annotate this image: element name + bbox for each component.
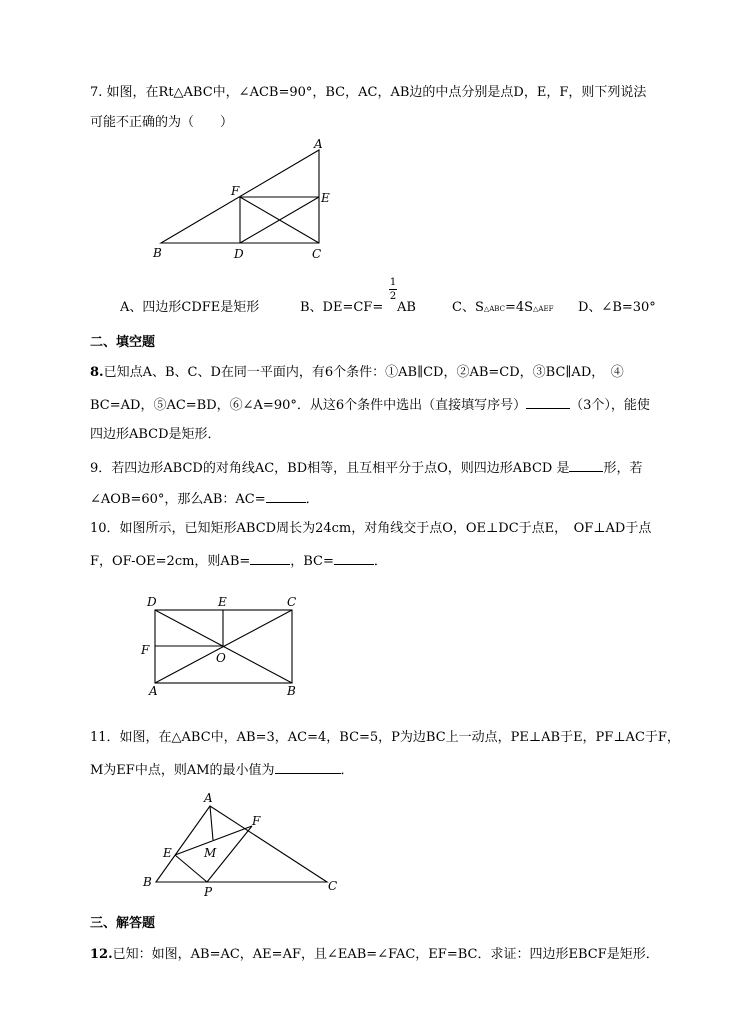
q11-label-e: E [163,846,172,860]
section-2-title: 二、填空题 [90,335,156,350]
q11-label-a: A [204,791,213,805]
q10-label-b: B [287,684,296,698]
q7-option-b [300,299,383,317]
q10-label-a: A [149,684,158,698]
q11-answer-blank[interactable] [275,760,341,774]
section-3-title: 三、解答题 [90,916,156,931]
q10-label-c: C [287,595,297,609]
q10-label-o: O [216,651,226,665]
q7-label-f: F [231,184,240,198]
q10-line2: F，OF-OE=2cm，则AB= ，BC= ． [90,551,387,571]
q9-line2: ∠AOB=60°，那么AB：AC= ． [90,489,319,509]
q7-line2: 可能不正确的为（ ） [90,115,234,130]
q7-option-b-prefix: B、DE=CF= [300,300,384,315]
q8-line1: 8.已知点A、B、C、D在同一平面内，有6个条件：①AB∥CD，②AB=CD，③BC∥AD， ④ [90,365,624,380]
q10-label-d: D [147,595,157,609]
q9-ratio-blank[interactable] [266,489,306,503]
q7-line1: 7. 如图，在Rt△ABC中，∠ACB=90°，BC，AC，AB边的中点分别是点D，E，F，则下列说法 [90,85,647,100]
q11-triangle-abc [156,806,327,882]
q10-bc-blank[interactable] [334,551,374,565]
q7-label-e: E [321,191,330,205]
q8-line3: 四边形ABCD是矩形． [90,427,221,442]
q7-diagram [152,137,330,261]
q11-segment-am [210,806,213,840]
q11-diagram [142,791,337,899]
q10-line1: 10．如图所示，已知矩形ABCD周长为24cm，对角线交于点O，OE⊥DC于点E， OF⊥AD于点 [90,521,652,536]
q11-label-b: B [143,875,152,889]
q7-option-c: C、S△ABC=4S△AEF [452,300,554,315]
q7-option-a: A、四边形CDFE是矩形 [120,300,260,315]
q10-diagram [140,595,296,698]
q7-option-d: D、∠B=30° [578,300,656,315]
q10-ab-blank[interactable] [250,551,290,565]
q11-label-p: P [204,885,213,899]
q11-label-m: M [204,846,217,860]
q7-label-d: D [234,247,244,261]
q10-label-e: E [218,595,227,609]
q7-label-b: B [153,246,162,260]
q7-option-b-suffix: AB [397,300,416,315]
q11-line1: 11．如图，在△ABC中，AB=3，AC=4，BC=5，P为边BC上一动点，PE⊥AB于E，PF⊥AC于F， [90,730,680,745]
q7-label-c: C [312,247,322,261]
q10-label-f: F [141,643,150,657]
q8-line2: BC=AD，⑤AC=BD，⑥∠A=90°．从这6个条件中选出（直接填写序号） （3个），能使 [90,395,650,415]
q7-fraction-bar [389,289,397,290]
q12-line: 12.已知：如图，AB=AC，AE=AF，且∠EAB=∠FAC，EF=BC．求证：四边形EBCF是矩形． [90,947,659,962]
q9-shape-blank[interactable] [569,458,603,472]
q8-answer-blank[interactable] [526,395,570,409]
q11-label-c: C [328,879,338,893]
q7-fraction-numerator: 1 [389,277,397,288]
q11-line2: M为EF中点，则AM的最小值为 ． [90,760,354,780]
q9-line1: 9．若四边形ABCD的对角线AC，BD相等，且互相平分于点O，则四边形ABCD 是 形，若 [90,458,643,478]
q11-segment-pe [175,855,207,882]
q7-label-a: A [314,137,323,151]
q7-fraction-denominator: 2 [389,291,397,302]
q7-option-b-fraction [389,277,397,302]
q11-label-f: F [252,814,261,828]
